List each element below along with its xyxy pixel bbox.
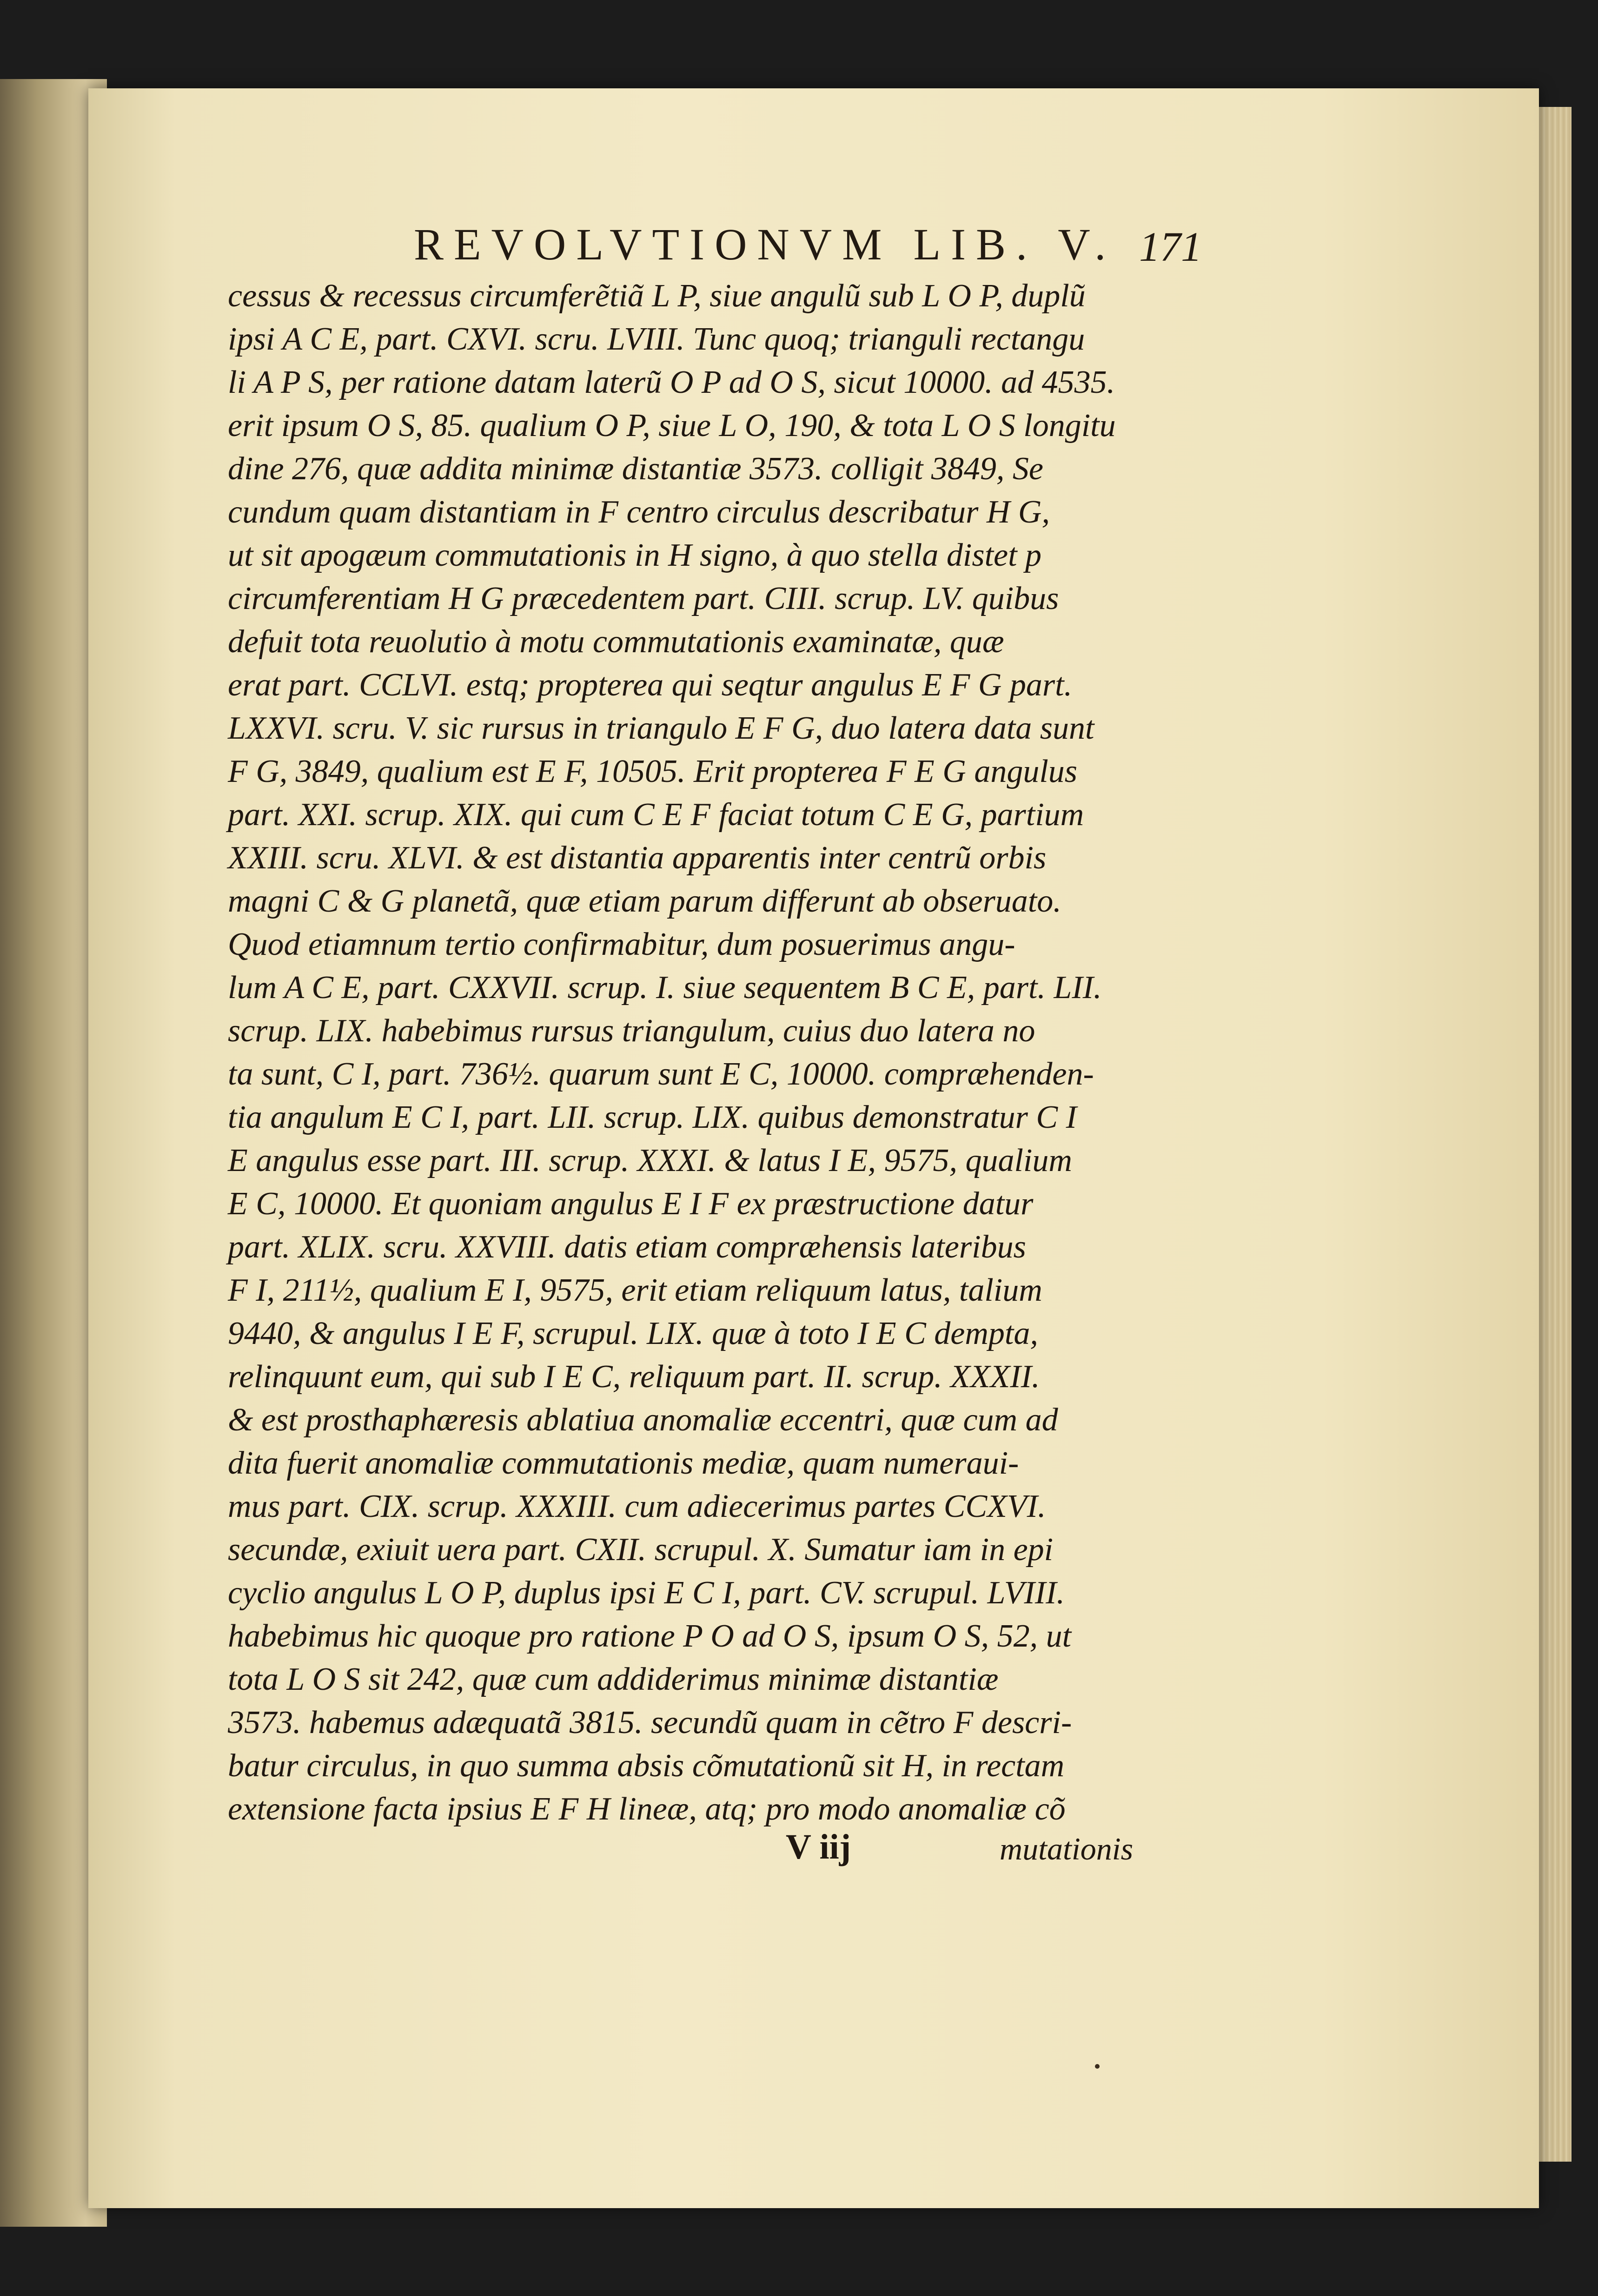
- text-line: tia angulum E C I, part. LII. scrup. LIX. quibus demonstratur C I: [228, 1099, 1077, 1135]
- text-line: circumferentiam H G præcedentem part. CIII. scrup. LV. quibus: [228, 581, 1059, 616]
- text-line: habebimus hic quoque pro ratione P O ad O S, ipsum O S, 52, ut: [228, 1618, 1072, 1654]
- running-head: REVOLVTIONVM LIB. V.: [414, 219, 1116, 269]
- text-line: batur circulus, in quo summa absis cõmutationũ sit H, in rectam: [228, 1748, 1065, 1784]
- text-line: part. XLIX. scru. XXVIII. datis etiam compræhensis lateribus: [228, 1229, 1026, 1265]
- page-footer: [786, 1827, 1186, 1878]
- text-line: 3573. habemus adæquatã 3815. secundũ quam in cẽtro F descri-: [228, 1705, 1072, 1740]
- text-line: dita fuerit anomaliæ commutationis mediæ, quam numeraui-: [228, 1445, 1019, 1481]
- text-line: secundæ, exiuit uera part. CXII. scrupul. X. Sumatur iam in epi: [228, 1532, 1054, 1568]
- text-line: 9440, & angulus I E F, scrupul. LIX. quæ à toto I E C dempta,: [228, 1316, 1038, 1351]
- catchword: mutationis: [1000, 1831, 1134, 1866]
- text-line: ta sunt, C I, part. 736½. quarum sunt E C, 10000. compræhenden-: [228, 1056, 1094, 1092]
- text-line: extensione facta ipsius E F H lineæ, atq; pro modo anomaliæ cõ: [228, 1791, 1066, 1827]
- text-line: F G, 3849, qualium est E F, 10505. Erit propterea F E G angulus: [228, 754, 1078, 789]
- text-line: magni C & G planetã, quæ etiam parum differunt ab obseruato.: [228, 883, 1061, 919]
- text-line: erat part. CCLVI. estq; propterea qui seqtur angulus E F G part.: [228, 667, 1073, 703]
- text-line: ut sit apogæum commutationis in H signo, à quo stella distet p: [228, 537, 1042, 573]
- text-line: dine 276, quæ addita minimæ distantiæ 3573. colligit 3849, Se: [228, 451, 1043, 487]
- text-line: LXXVI. scru. V. sic rursus in triangulo E F G, duo latera data sunt: [228, 710, 1094, 746]
- text-line: Quod etiamnum tertio confirmabitur, dum posuerimus angu-: [228, 926, 1015, 962]
- page-number: 171: [1139, 224, 1202, 270]
- text-line: E C, 10000. Et quoniam angulus E I F ex præstructione datur: [228, 1186, 1034, 1222]
- text-line: scrup. LIX. habebimus rursus triangulum, cuius duo latera no: [228, 1013, 1035, 1049]
- text-line: relinquunt eum, qui sub I E C, reliquum part. II. scrup. XXXII.: [228, 1359, 1040, 1395]
- text-line: cundum quam distantiam in F centro circulus describatur H G,: [228, 494, 1050, 530]
- text-line: F I, 211½, qualium E I, 9575, erit etiam reliquum latus, talium: [228, 1272, 1042, 1308]
- text-line: li A P S, per ratione datam laterũ O P ad O S, sicut 10000. ad 4535.: [228, 364, 1115, 400]
- text-line: part. XXI. scrup. XIX. qui cum C E F faciat totum C E G, partium: [228, 797, 1084, 833]
- text-line: cyclio angulus L O P, duplus ipsi E C I, part. CV. scrupul. LVIII.: [228, 1575, 1065, 1611]
- text-line: cessus & recessus circumferẽtiã L P, siue angulũ sub L O P, duplũ: [228, 278, 1086, 314]
- text-line: & est prosthaphæresis ablatiua anomaliæ eccentri, quæ cum ad: [228, 1402, 1058, 1438]
- text-line: defuit tota reuolutio à motu commutationis examinatæ, quæ: [228, 624, 1004, 660]
- text-line: tota L O S sit 242, quæ cum addiderimus minimæ distantiæ: [228, 1661, 999, 1697]
- text-line: ipsi A C E, part. CXVI. scru. LVIII. Tunc quoq; trianguli rectangu: [228, 321, 1085, 357]
- text-line: E angulus esse part. III. scrup. XXXI. & latus I E, 9575, qualium: [228, 1143, 1072, 1178]
- ink-spot: [1095, 2064, 1100, 2069]
- text-line: XXIII. scru. XLVI. & est distantia apparentis inter centrũ orbis: [228, 840, 1047, 876]
- main-text-block: [228, 274, 1176, 1831]
- signature-mark: V iij: [786, 1827, 851, 1866]
- text-line: lum A C E, part. CXXVII. scrup. I. siue sequentem B C E, part. LII.: [228, 970, 1102, 1006]
- text-line: erit ipsum O S, 85. qualium O P, siue L O, 190, & tota L O S longitu: [228, 408, 1116, 443]
- text-line: mus part. CIX. scrup. XXXIII. cum adiecerimus partes CCXVI.: [228, 1489, 1046, 1524]
- page-header: [414, 218, 1344, 284]
